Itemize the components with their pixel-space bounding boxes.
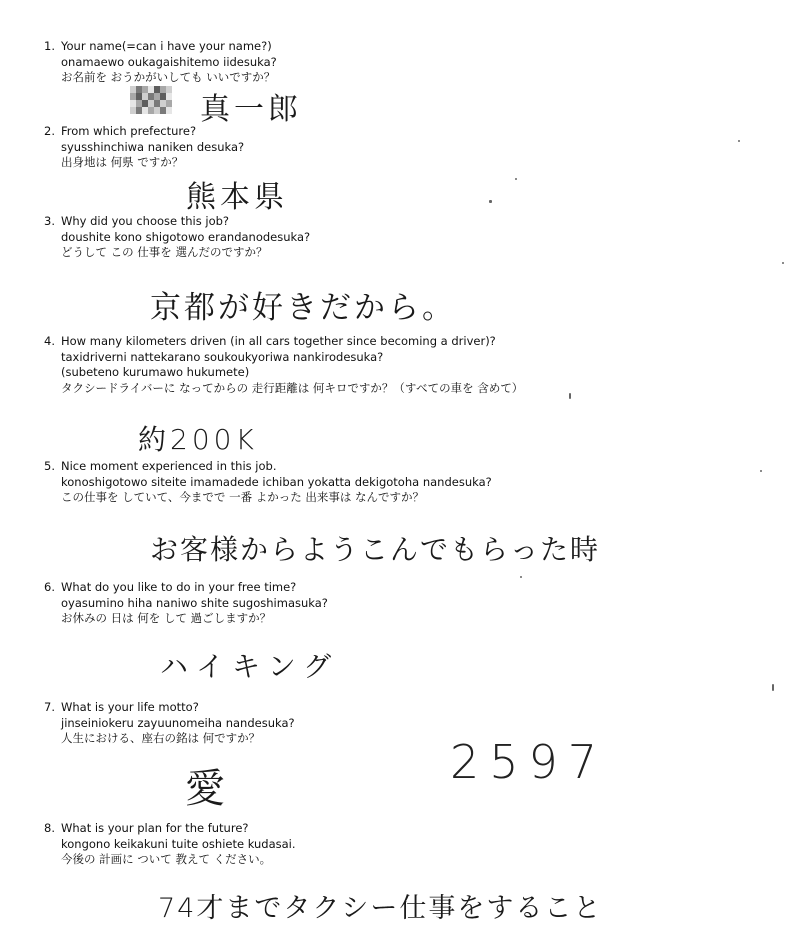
question-japanese: 今後の 計画に ついて 教えて ください。	[61, 852, 272, 866]
answer-7: 愛	[185, 766, 229, 812]
scan-speck	[772, 684, 774, 691]
question-number: 8.	[44, 821, 55, 835]
redacted-surname	[130, 86, 176, 114]
question-romaji: kongono keikakuni tuite oshiete kudasai.	[61, 836, 296, 851]
question-number: 4.	[44, 334, 55, 348]
answer-2: 熊本県	[186, 180, 288, 215]
question-number: 2.	[44, 124, 55, 138]
question-number: 1.	[44, 39, 55, 53]
question-number: 6.	[44, 580, 55, 594]
question-romaji: jinseiniokeru zayuunomeiha nandesuka?	[61, 715, 295, 730]
question-romaji: oyasumino hiha naniwo shite sugoshimasuka?	[61, 595, 328, 610]
question-japanese: この仕事を していて、今までで 一番 よかった 出来事は なんですか？	[61, 490, 425, 504]
question-english: What is your life motto?	[61, 700, 199, 714]
question-7	[44, 700, 295, 747]
question-1	[44, 39, 277, 86]
question-8	[44, 821, 296, 868]
question-romaji: konoshigotowo siteite imamadede ichiban yokatta dekigotoha nandesuka?	[61, 474, 492, 489]
question-japanese: タクシードライバーに なってからの 走行距離は 何キロですか？（すべての車を 含めて）	[61, 380, 524, 395]
question-japanese: お休みの 日は 何を して 過ごしますか？	[61, 611, 272, 625]
question-english: Your name(=can i have your name?)	[61, 39, 272, 53]
question-english: What do you like to do in your free time?	[61, 580, 297, 594]
question-japanese: どうして この 仕事を 選んだのですか？	[61, 245, 268, 259]
question-romaji: taxidriverni nattekarano soukoukyoriwa nankirodesuka?	[61, 349, 384, 364]
scan-speck	[520, 576, 522, 578]
question-4	[44, 334, 523, 396]
answer-1: 真一郎	[200, 92, 302, 127]
question-6	[44, 580, 328, 627]
scan-speck	[569, 393, 571, 399]
scan-speck	[489, 200, 492, 203]
question-english: Nice moment experienced in this job.	[61, 459, 277, 473]
question-english: How many kilometers driven (in all cars together since becoming a driver)?	[61, 334, 496, 348]
question-english: From which prefecture?	[61, 124, 197, 138]
question-2	[44, 124, 244, 171]
answer-8: 74才までタクシー仕事をすること	[158, 893, 603, 924]
question-5	[44, 459, 492, 506]
scan-speck	[738, 140, 740, 142]
handwritten-number: 2597	[450, 735, 608, 789]
question-romaji: onamaewo oukagaishitemo iidesuka?	[61, 54, 277, 69]
answer-4: 約200K	[138, 423, 258, 456]
question-english: What is your plan for the future?	[61, 821, 249, 835]
question-romaji: syusshinchiwa naniken desuka?	[61, 139, 245, 154]
question-number: 5.	[44, 459, 55, 473]
answer-5: お客様からようこんでもらった時	[150, 533, 601, 566]
question-number: 7.	[44, 700, 55, 714]
question-romaji: doushite kono shigotowo erandanodesuka?	[61, 229, 311, 244]
question-japanese: お名前を おうかがいしても いいですか？	[61, 70, 276, 84]
answer-6: ハイキング	[160, 650, 340, 683]
answer-3: 京都が好きだから。	[150, 290, 456, 326]
scan-speck	[760, 470, 762, 472]
question-romaji-note: (subeteno kurumawo hukumete)	[61, 365, 250, 379]
scan-speck	[782, 262, 784, 264]
question-japanese: 出身地は 何県 ですか？	[61, 155, 184, 169]
question-english: Why did you choose this job?	[61, 214, 230, 228]
question-3	[44, 214, 310, 261]
question-japanese: 人生における、座右の銘は 何ですか？	[61, 731, 261, 745]
question-number: 3.	[44, 214, 55, 228]
scan-speck	[515, 178, 517, 180]
